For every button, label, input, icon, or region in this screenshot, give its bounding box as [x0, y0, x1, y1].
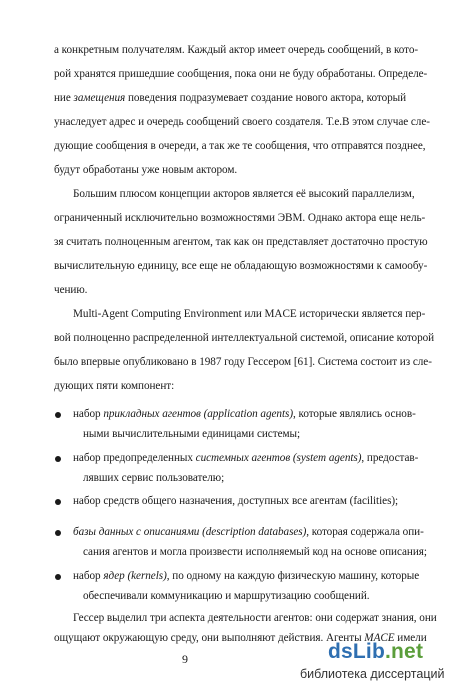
text-line: ограниченный исключительно возможностями ЭВМ. Однако актора еще нель-	[54, 212, 426, 224]
text-line: ние замещения поведения подразумевает создание нового актора, который	[54, 92, 407, 104]
dslib-logo[interactable]: dsLib.net	[328, 640, 424, 663]
list-item-continuation: обеспечивали коммуникацию и маршрутизацию сообщений.	[83, 590, 370, 602]
dslib-subtitle: библиотека диссертаций	[300, 667, 445, 681]
text-line: ощущают окружающую среду, они выполняют действия. Агенты MACE имели	[54, 632, 427, 644]
list-item: набор прикладных агентов (application agents), которые являлись основ-	[73, 408, 416, 420]
list-item: набор предопределенных системных агентов (system agents), предостав-	[73, 452, 419, 464]
text-line: рой хранятся пришедшие сообщения, пока они не буду обработаны. Определе-	[54, 68, 428, 80]
list-item-continuation: ными вычислительными единицами системы;	[83, 428, 301, 440]
text-line: дующих пяти компонент:	[54, 380, 175, 392]
text-line: Гессер выделил три аспекта деятельности агентов: они содержат знания, они	[73, 612, 437, 624]
text-line: а конкретным получателям. Каждый актор имеет очередь сообщений, в кото-	[54, 44, 419, 56]
text-line: вычислительную единицу, все еще не обладающую возможностями к самообу-	[54, 260, 428, 272]
text-line: дующие сообщения в очереди, а так же те сообщения, что отправятся позднее,	[54, 140, 426, 152]
text-line: унаследует адрес и очередь сообщений своего создателя. Т.е.В этом случае сле-	[54, 116, 430, 128]
list-item-continuation: сания агентов и могла произвести исполняемый код на основе описания;	[83, 546, 427, 558]
text-line: будут обработаны уже новым актором.	[54, 164, 238, 176]
list-item: базы данных с описаниями (description databases), которая содержала опи-	[73, 526, 424, 538]
list-item: набор ядер (kernels), по одному на каждую физическую машину, которые	[73, 570, 420, 582]
list-item: набор средств общего назначения, доступных все агентам (facilities);	[73, 495, 399, 507]
list-item-continuation: лявших сервис пользователю;	[83, 472, 225, 484]
text-line: зя считать полноценным агентом, так как он представляет достаточно простую	[54, 236, 428, 248]
text-line: вой полноценно распределенной интеллектуальной системой, описание которой	[54, 332, 435, 344]
page-number: 9	[182, 652, 188, 666]
text-line: Большим плюсом концепции акторов является её высокий параллелизм,	[73, 188, 415, 200]
text-line: Multi-Agent Computing Environment или MACE исторически является пер-	[73, 308, 426, 320]
text-line: было впервые опубликовано в 1987 году Гессером [61]. Система состоит из сле-	[54, 356, 432, 368]
text-line: чению.	[54, 284, 88, 296]
